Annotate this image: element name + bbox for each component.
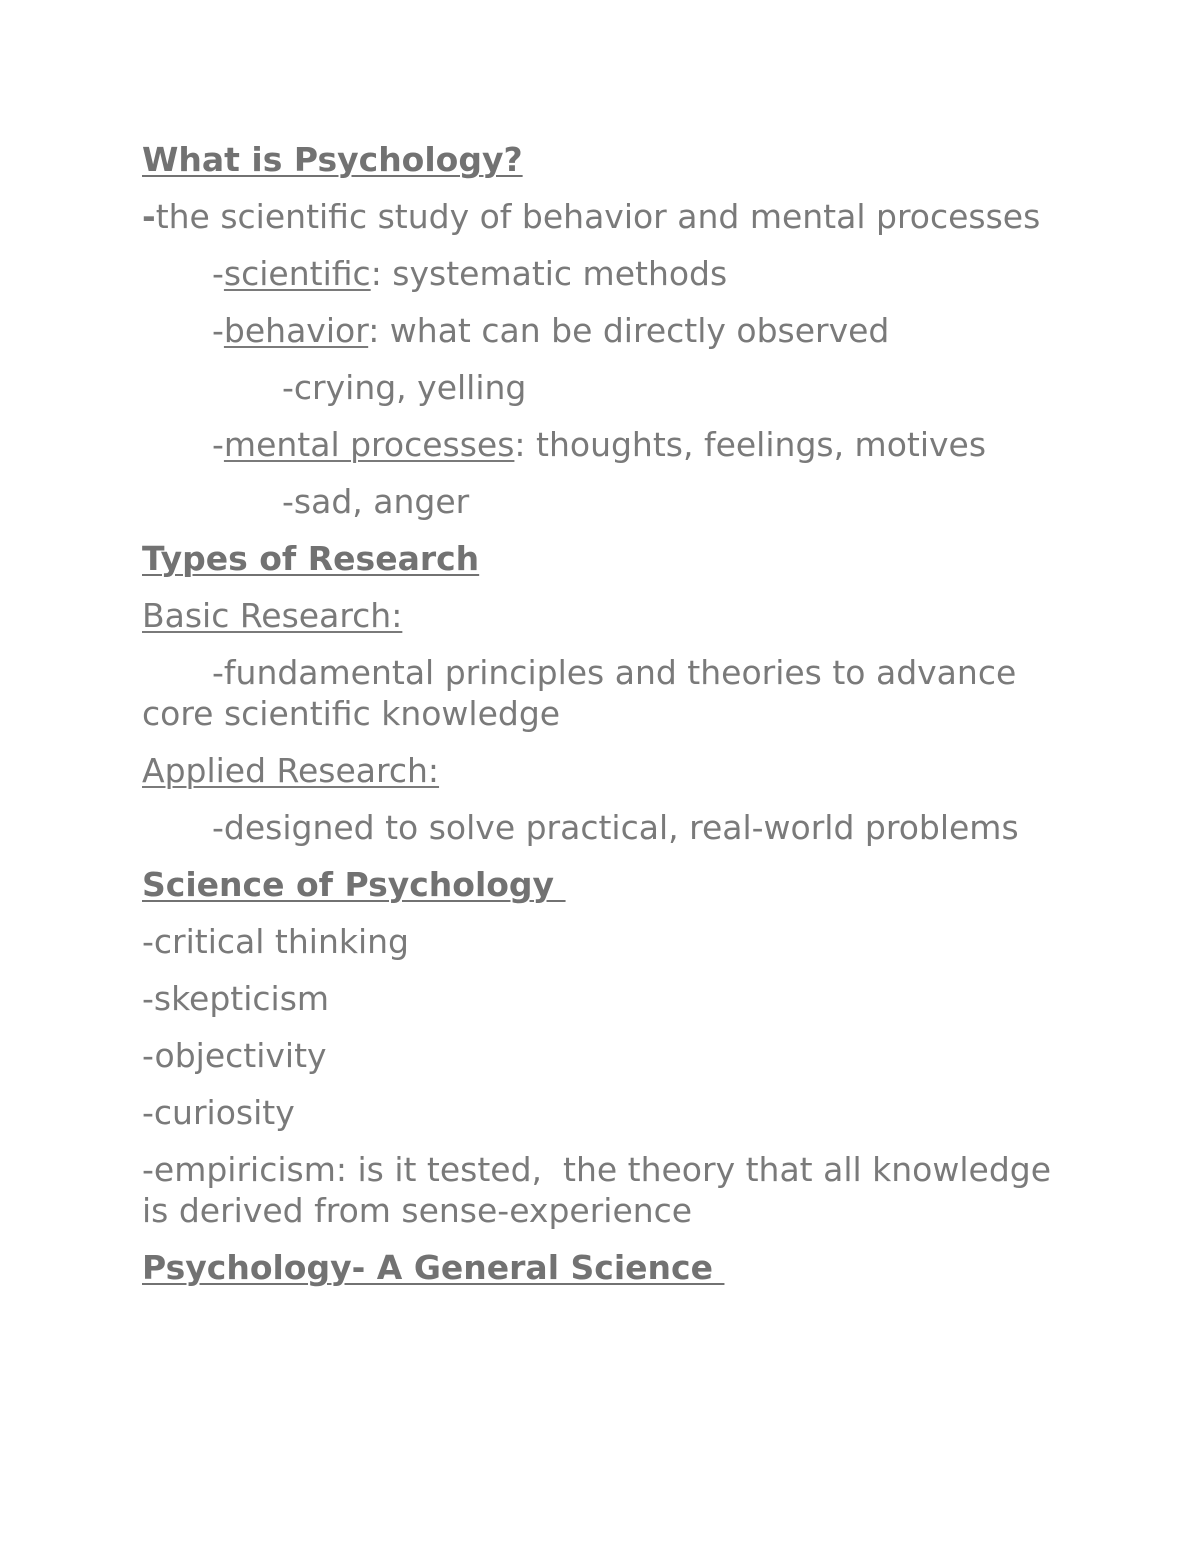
applied-research-description: -designed to solve practical, real-world problems bbox=[212, 808, 1019, 847]
term-description: : systematic methods bbox=[370, 254, 728, 293]
list-item: -critical thinking bbox=[142, 922, 409, 961]
heading-general-science: Psychology- A General Science bbox=[142, 1248, 725, 1287]
term-description: : thoughts, feelings, motives bbox=[514, 425, 987, 464]
term-label: scientific bbox=[223, 254, 371, 293]
heading-types-of-research: Types of Research bbox=[142, 539, 480, 578]
term-mental-processes bbox=[142, 424, 1072, 465]
term-label: behavior bbox=[223, 311, 369, 350]
list-item: -objectivity bbox=[142, 1036, 327, 1075]
term-scientific bbox=[142, 253, 1072, 294]
basic-research-label: Basic Research: bbox=[142, 596, 403, 635]
basic-research-line bbox=[142, 595, 1072, 636]
term-label: mental processes bbox=[223, 425, 515, 464]
term-dash: - bbox=[212, 254, 224, 293]
list-item: -skepticism bbox=[142, 979, 330, 1018]
behavior-example: -crying, yelling bbox=[282, 368, 527, 407]
definition-line bbox=[142, 196, 1072, 237]
list-item: -curiosity bbox=[142, 1093, 295, 1132]
term-dash: - bbox=[212, 425, 224, 464]
list-item: -empiricism: is it tested, the theory that all knowledge is derived from sense-experience bbox=[142, 1150, 1062, 1230]
applied-research-line bbox=[142, 750, 1072, 791]
term-behavior bbox=[142, 310, 1072, 351]
definition-dash: - bbox=[142, 197, 156, 236]
heading-what-is-psychology: What is Psychology? bbox=[142, 140, 523, 179]
term-description: : what can be directly observed bbox=[368, 311, 890, 350]
heading-science-of-psychology: Science of Psychology bbox=[142, 865, 566, 904]
basic-research-description: -fundamental principles and theories to advance core scientific knowledge bbox=[142, 653, 1027, 733]
applied-research-label: Applied Research: bbox=[142, 751, 440, 790]
document-content bbox=[142, 139, 1072, 1304]
definition-text: the scientific study of behavior and mental processes bbox=[155, 197, 1041, 236]
term-dash: - bbox=[212, 311, 224, 350]
mental-example: -sad, anger bbox=[282, 482, 470, 521]
